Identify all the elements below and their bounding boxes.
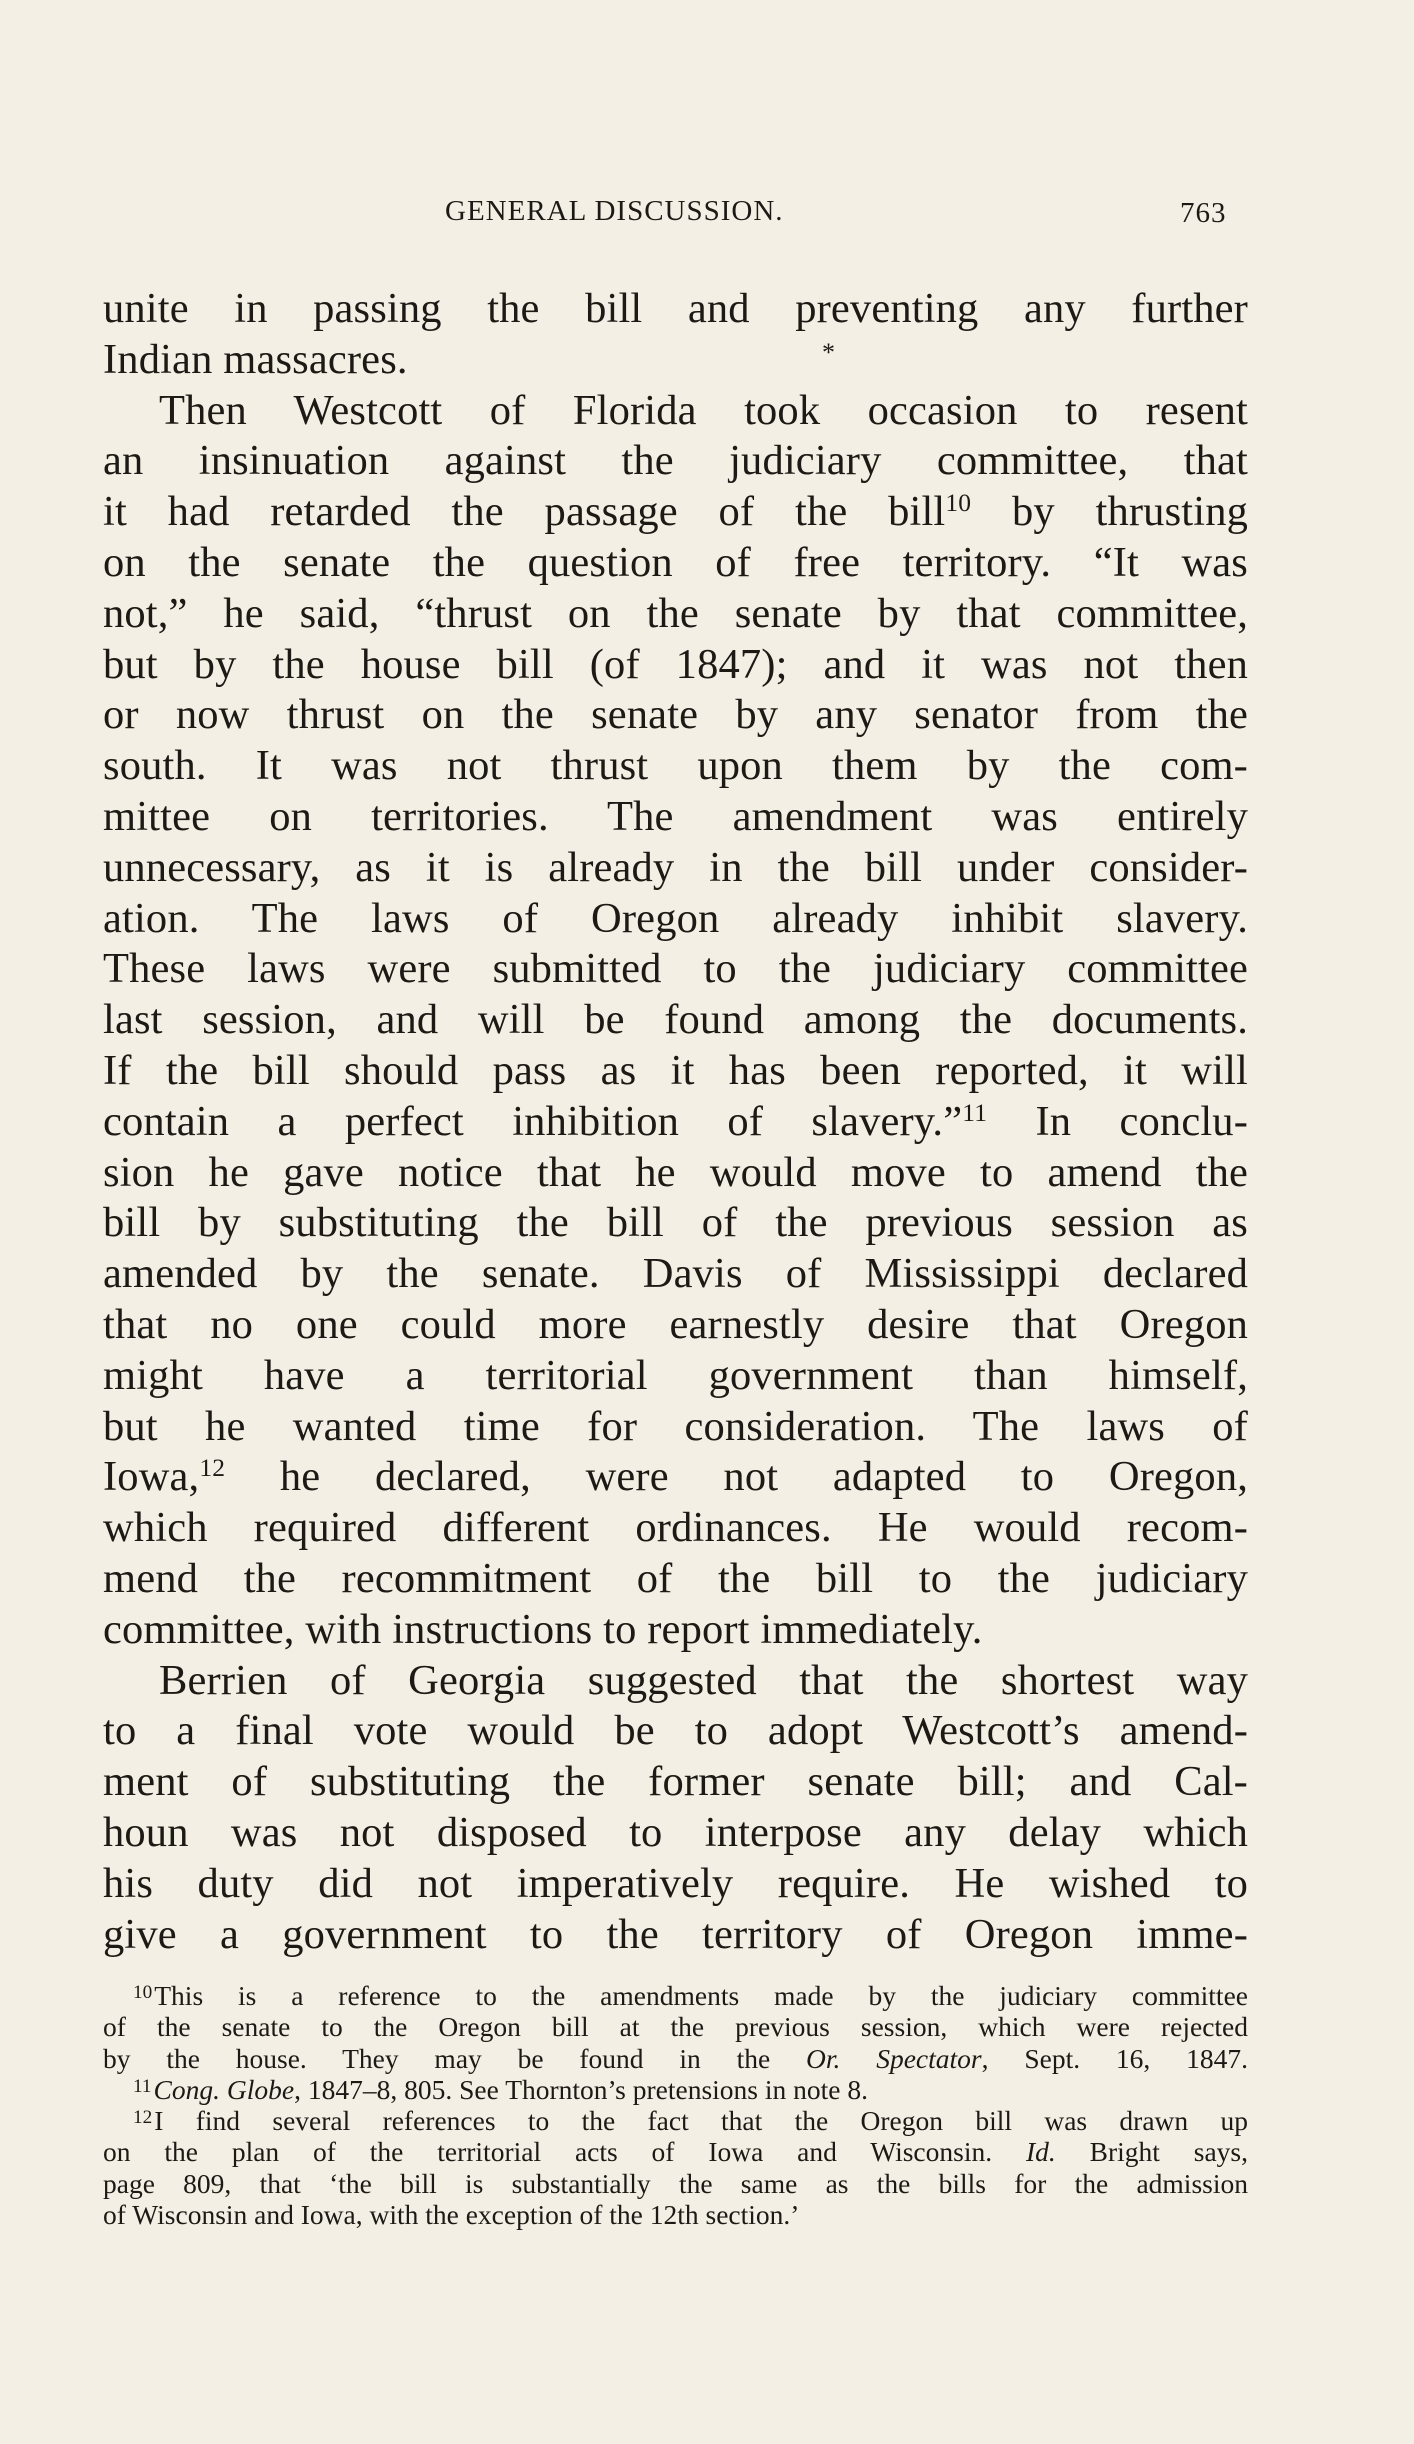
text-fragment: it had retarded the passage of the bill [103, 488, 946, 536]
text-line: south. It was not thrust upon them by the com- [103, 742, 1248, 790]
text-line: unite in passing the bill and preventing any further [103, 285, 1248, 332]
footnote-number-10: 10 [133, 1982, 153, 2004]
text-fragment: Iowa, [103, 1453, 200, 1501]
text-line: ation. The laws of Oregon already inhibit slavery. [103, 894, 1248, 942]
page-number: 763 [1180, 197, 1227, 229]
text-line: last session, and will be found among the documents. [103, 996, 1248, 1044]
text-fragment: contain a perfect inhibition of slavery.” [103, 1097, 963, 1145]
text-fragment: Bright says, [1055, 2136, 1249, 2168]
text-line: bill by substituting the bill of the previous session as [103, 1199, 1248, 1247]
text-line: Berrien of Georgia suggested that the shortest way [159, 1656, 1248, 1704]
text-fragment: In conclu- [987, 1097, 1248, 1145]
footnote-number-11: 11 [133, 2076, 152, 2098]
text-fragment: by thrusting [971, 488, 1248, 536]
text-line: or now thrust on the senate by any senator from the [103, 691, 1248, 739]
text-fragment: I find several references to the fact that the Oregon bill was drawn up [154, 2105, 1248, 2137]
text-line: but by the house bill (of 1847); and it was not then [103, 640, 1248, 688]
text-fragment: This is a reference to the amendments made by the judiciary committee [154, 1980, 1248, 2011]
text-line: give a government to the territory of Oregon imme- [103, 1910, 1248, 1958]
running-head [0, 195, 1414, 235]
footnote-line [103, 2136, 1248, 2167]
text-line: which required different ordinances. He would recom- [103, 1504, 1248, 1552]
text-fragment: he declared, were not adapted to Oregon, [225, 1453, 1248, 1501]
text-line: amended by the senate. Davis of Mississippi declared [103, 1250, 1248, 1298]
text-line: sion he gave notice that he would move to amend the [103, 1148, 1248, 1196]
text-line: might have a territorial government than himself, [103, 1351, 1248, 1399]
footnote-ref-10: 10 [945, 488, 972, 518]
text-line: his duty did not imperatively require. He wished to [103, 1859, 1248, 1907]
footnote-ref-11: 11 [962, 1097, 988, 1127]
text-line: to a final vote would be to adopt Westcott’s amend- [103, 1707, 1248, 1755]
text-line: on the senate the question of free territory. “It was [103, 538, 1248, 586]
footnote-line [103, 2074, 1248, 2105]
text-fragment: , 1847–8, 805. See Thornton’s pretensions in note 8. [294, 2073, 868, 2105]
text-line: mittee on territories. The amendment was entirely [103, 792, 1248, 840]
text-line: not,” he said, “thrust on the senate by that committee, [103, 589, 1248, 637]
text-line: that no one could more earnestly desire that Oregon [103, 1300, 1248, 1348]
footnote-ref-12: 12 [199, 1453, 226, 1483]
text-line: If the bill should pass as it has been reported, it will [103, 1046, 1248, 1094]
text-fragment: on the plan of the territorial acts of Iowa and Wisconsin. [103, 2136, 1026, 2168]
footnote-number-12: 12 [133, 2107, 153, 2129]
text-line: an insinuation against the judiciary committee, that [103, 437, 1248, 485]
footnote-line: of Wisconsin and Iowa, with the exception of the 12th section.’ [103, 2199, 800, 2231]
text-line: mend the recommitment of the bill to the judiciary [103, 1554, 1248, 1602]
text-fragment: , Sept. 16, 1847. [981, 2042, 1248, 2074]
running-title: GENERAL DISCUSSION. [445, 195, 784, 227]
citation-title: Cong. Globe [153, 2073, 295, 2105]
body-text [103, 284, 1248, 1960]
footnote-line [103, 1980, 1248, 2011]
text-line: but he wanted time for consideration. The laws of [103, 1402, 1248, 1450]
text-line: committee, with instructions to report immediately. [103, 1605, 983, 1653]
footnote-line: page 809, that ‘the bill is substantially the same as the bills for the admission [103, 2167, 1248, 2199]
citation-title: Or. Spectator [806, 2042, 982, 2074]
text-line: unnecessary, as it is already in the bill under consider- [103, 843, 1248, 891]
text-line [103, 1097, 1248, 1148]
asterisk-mark: * [822, 338, 835, 367]
text-line [103, 1452, 1248, 1503]
footnote-line: of the senate to the Oregon bill at the previous session, which were rejected [103, 2011, 1248, 2043]
text-line: ment of substituting the former senate bill; and Cal- [103, 1758, 1248, 1806]
footnote-line [103, 2105, 1248, 2136]
footnotes [103, 1980, 1248, 2230]
text-line: These laws were submitted to the judiciary committee [103, 945, 1248, 993]
footnote-line [103, 2043, 1248, 2074]
text-line: houn was not disposed to interpose any delay which [103, 1808, 1248, 1856]
text-line: Then Westcott of Florida took occasion to resent [159, 386, 1248, 434]
text-line [103, 487, 1248, 538]
text-fragment: by the house. They may be found in the [103, 2042, 807, 2074]
citation-title: Id. [1025, 2136, 1056, 2168]
text-line: Indian massacres. [103, 335, 408, 383]
